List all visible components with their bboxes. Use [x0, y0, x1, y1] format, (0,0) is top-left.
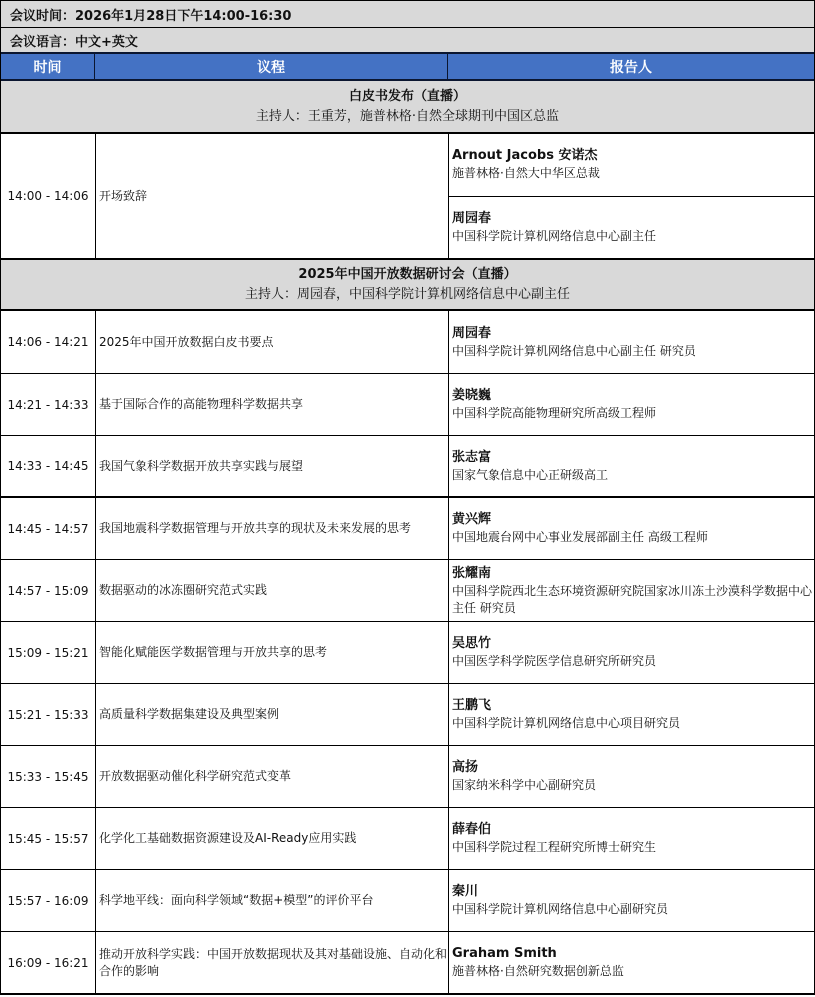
speaker: [449, 746, 814, 807]
row-topic: 基于国际合作的高能物理科学数据共享: [96, 374, 449, 435]
speaker-name: 高扬: [452, 760, 479, 775]
speaker-name: Arnout Jacobs 安诺杰: [452, 148, 598, 164]
speaker: [449, 932, 814, 993]
row-speakers: [449, 498, 814, 559]
speaker-name: 王鹏飞: [452, 698, 492, 713]
row-time: 15:09 - 15:21: [1, 622, 96, 683]
table-row: [1, 374, 814, 436]
speaker-affiliation: 施普林格·自然大中华区总裁: [452, 166, 600, 181]
speaker: [449, 560, 814, 621]
speaker-affiliation: 中国科学院过程工程研究所博士研究生: [452, 840, 657, 854]
table-header: [1, 54, 814, 81]
row-speakers: [449, 746, 814, 807]
header-time: 时间: [1, 54, 95, 79]
row-time: 14:06 - 14:21: [1, 311, 96, 373]
speaker-name: 薛春伯: [452, 822, 492, 837]
table-row: [1, 932, 814, 995]
speaker-affiliation: 中国科学院高能物理研究所高级工程师: [452, 406, 657, 420]
row-time: 16:09 - 16:21: [1, 932, 96, 993]
table-row: [1, 134, 814, 260]
row-time: 15:45 - 15:57: [1, 808, 96, 869]
row-time: 15:57 - 16:09: [1, 870, 96, 931]
row-topic: 我国气象科学数据开放共享实践与展望: [96, 436, 449, 496]
table-row: [1, 622, 814, 684]
row-speakers: [449, 870, 814, 931]
table-row: [1, 746, 814, 808]
row-speakers: [449, 134, 814, 258]
speaker-affiliation: 中国科学院计算机网络信息中心项目研究员: [452, 716, 681, 730]
section-title: 2025年中国开放数据研讨会（直播）: [298, 266, 517, 282]
section-header: [1, 260, 814, 311]
speaker-name: 周园春: [452, 210, 492, 226]
row-topic: 化学化工基础数据资源建设及AI-Ready应用实践: [96, 808, 449, 869]
row-speakers: [449, 932, 814, 993]
row-time: 15:21 - 15:33: [1, 684, 96, 745]
speaker-affiliation: 国家纳米科学中心副研究员: [452, 778, 597, 792]
table-row: [1, 436, 814, 498]
speaker-name: 张志富: [452, 449, 492, 465]
speaker-affiliation: 中国医学科学院医学信息研究所研究员: [452, 654, 657, 668]
row-topic: 高质量科学数据集建设及典型案例: [96, 684, 449, 745]
speaker: [449, 622, 814, 683]
row-topic: 开放数据驱动催化科学研究范式变革: [96, 746, 449, 807]
speaker-name: 姜晓巍: [452, 388, 492, 403]
row-topic: 推动开放科学实践：中国开放数据现状及其对基础设施、自动化和合作的影响: [96, 932, 449, 993]
speaker: [449, 196, 814, 259]
row-topic: 数据驱动的冰冻圈研究范式实践: [96, 560, 449, 621]
row-time: 14:21 - 14:33: [1, 374, 96, 435]
header-topic: 议程: [95, 54, 448, 79]
meeting-language: 会议语言：中文+英文: [1, 28, 814, 54]
speaker-affiliation: 中国地震台网中心事业发展部副主任 高级工程师: [452, 530, 708, 544]
table-row: [1, 311, 814, 374]
speaker-affiliation: 中国科学院西北生态环境资源研究院国家冰川冻土沙漠科学数据中心主任 研究员: [452, 583, 813, 615]
speaker-affiliation: 国家气象信息中心正研级高工: [452, 467, 609, 482]
speaker-name: 周园春: [452, 325, 492, 341]
speaker: [449, 134, 814, 196]
row-topic: 我国地震科学数据管理与开放共享的现状及未来发展的思考: [96, 498, 449, 559]
row-speakers: [449, 311, 814, 373]
row-time: 15:33 - 15:45: [1, 746, 96, 807]
row-time: 14:57 - 15:09: [1, 560, 96, 621]
row-speakers: [449, 374, 814, 435]
row-topic: 智能化赋能医学数据管理与开放共享的思考: [96, 622, 449, 683]
section-host: 主持人：周园春，中国科学院计算机网络信息中心副主任: [244, 286, 570, 302]
row-speakers: [449, 622, 814, 683]
table-row: [1, 498, 814, 560]
row-speakers: [449, 684, 814, 745]
speaker-affiliation: 中国科学院计算机网络信息中心副主任: [452, 228, 657, 243]
speaker-affiliation: 中国科学院计算机网络信息中心副主任 研究员: [452, 343, 696, 358]
section-header: [1, 81, 814, 134]
row-time: 14:00 - 14:06: [1, 134, 96, 258]
speaker: [449, 374, 814, 435]
speaker: [449, 436, 814, 496]
row-speakers: [449, 808, 814, 869]
speaker-name: 张耀南: [452, 565, 492, 581]
row-time: 14:45 - 14:57: [1, 498, 96, 559]
speaker-name: Graham Smith: [452, 946, 557, 961]
header-speaker: 报告人: [610, 59, 652, 76]
speaker-affiliation: 施普林格·自然研究数据创新总监: [452, 964, 624, 978]
section-host: 主持人：王重芳，施普林格·自然全球期刊中国区总监: [255, 108, 560, 124]
table-row: [1, 560, 814, 622]
speaker-name: 吴思竹: [452, 636, 492, 651]
row-speakers: [449, 560, 814, 621]
row-time: 14:33 - 14:45: [1, 436, 96, 496]
section-title: 白皮书发布（直播）: [348, 88, 466, 104]
speaker-name: 黄兴辉: [452, 512, 492, 527]
speaker: [449, 684, 814, 745]
speaker-affiliation: 中国科学院计算机网络信息中心副研究员: [452, 902, 669, 916]
row-topic: 开场致辞: [96, 134, 449, 258]
table-row: [1, 684, 814, 746]
meeting-time: 会议时间：2026年1月28日下午14:00-16:30: [1, 0, 814, 28]
speaker: [449, 870, 814, 931]
row-speakers: [449, 436, 814, 496]
speaker-name: 秦川: [452, 884, 479, 899]
row-topic: 2025年中国开放数据白皮书要点: [96, 311, 449, 373]
table-row: [1, 870, 814, 932]
speaker: [449, 808, 814, 869]
speaker: [449, 311, 814, 373]
table-row: [1, 808, 814, 870]
row-topic: 科学地平线：面向科学领域“数据+模型”的评价平台: [96, 870, 449, 931]
speaker: [449, 498, 814, 559]
